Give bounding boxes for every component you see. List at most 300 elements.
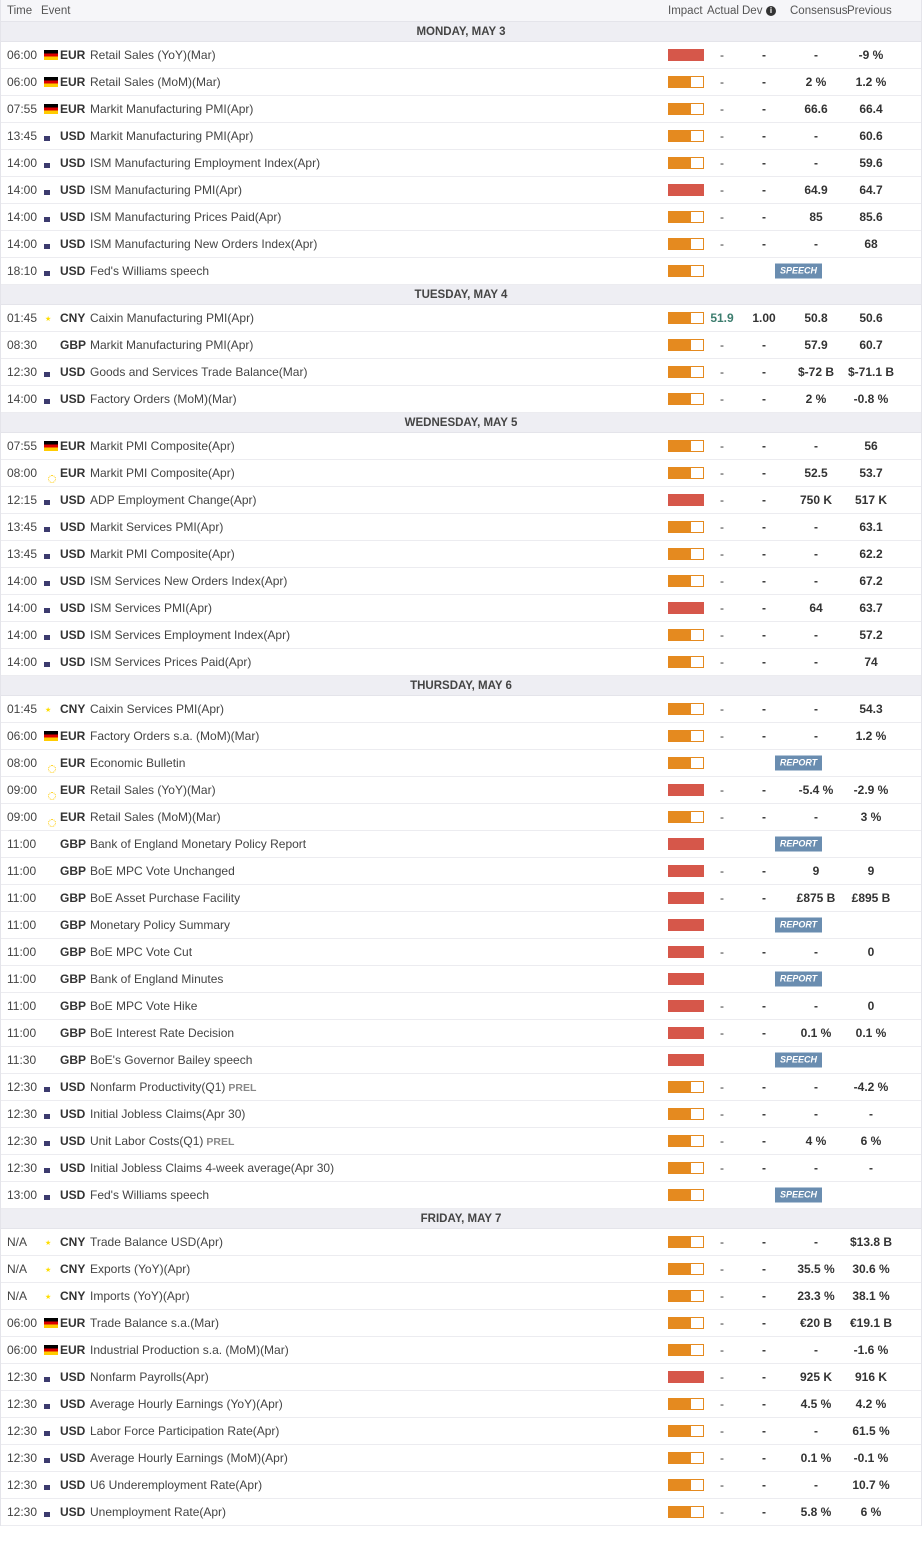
- event-name[interactable]: Caixin Manufacturing PMI(Apr): [90, 311, 255, 325]
- consensus-value: -: [814, 547, 818, 561]
- event-name[interactable]: Trade Balance s.a.(Mar): [90, 1316, 219, 1330]
- speech-badge[interactable]: SPEECH: [775, 264, 822, 279]
- event-row[interactable]: [1, 696, 921, 723]
- event-time: 01:45: [7, 702, 38, 716]
- event-row[interactable]: [1, 42, 921, 69]
- event-name[interactable]: BoE MPC Vote Unchanged: [90, 864, 235, 878]
- currency: USD: [60, 1188, 86, 1202]
- consensus-value: -: [814, 729, 818, 743]
- event-row[interactable]: [1, 1101, 921, 1128]
- previous-value: 916 K: [854, 1370, 888, 1384]
- event-name-container[interactable]: [90, 999, 197, 1013]
- event-row[interactable]: [1, 568, 921, 595]
- event-name-container[interactable]: [90, 129, 253, 143]
- event-row[interactable]: [1, 966, 921, 993]
- previous-value: -: [869, 1161, 873, 1175]
- event-name[interactable]: BoE Asset Purchase Facility: [90, 891, 241, 905]
- event-name-container[interactable]: [90, 156, 320, 170]
- event-name-container[interactable]: [90, 918, 230, 932]
- event-row[interactable]: [1, 939, 921, 966]
- currency: USD: [60, 655, 86, 669]
- event-name[interactable]: ISM Services Prices Paid(Apr): [90, 655, 252, 669]
- event-row[interactable]: [1, 96, 921, 123]
- event-name-container[interactable]: [90, 1316, 219, 1330]
- previous-value: 1.2 %: [855, 729, 887, 743]
- previous-value: 0: [867, 999, 875, 1013]
- event-name[interactable]: ISM Services Employment Index(Apr): [90, 628, 291, 642]
- currency: USD: [60, 1478, 86, 1492]
- previous-value: 85.6: [859, 210, 883, 224]
- impact-medium-indicator: [668, 757, 704, 769]
- event-row[interactable]: [1, 1256, 921, 1283]
- event-time: 13:45: [7, 547, 38, 561]
- event-name[interactable]: Average Hourly Earnings (MoM)(Apr): [90, 1451, 288, 1465]
- consensus-value: -: [814, 1478, 818, 1492]
- event-name[interactable]: Markit PMI Composite(Apr): [90, 439, 235, 453]
- event-row[interactable]: [1, 487, 921, 514]
- event-row[interactable]: [1, 150, 921, 177]
- event-name[interactable]: BoE's Governor Bailey speech: [90, 1053, 253, 1067]
- report-badge[interactable]: REPORT: [775, 837, 822, 852]
- event-name[interactable]: Caixin Services PMI(Apr): [90, 702, 225, 716]
- event-time: 13:45: [7, 520, 38, 534]
- impact-fill: [669, 1399, 691, 1409]
- deviation-value: -: [762, 628, 766, 642]
- impact-fill: [669, 758, 691, 768]
- event-name[interactable]: Retail Sales (YoY)(Mar): [90, 48, 216, 62]
- event-name[interactable]: BoE MPC Vote Cut: [90, 945, 193, 959]
- currency: USD: [60, 628, 86, 642]
- event-time: 09:00: [7, 810, 38, 824]
- germany-flag-icon: [44, 731, 58, 741]
- consensus-value: 4.5 %: [800, 1397, 832, 1411]
- deviation-value: -: [762, 891, 766, 905]
- event-name[interactable]: ISM Manufacturing PMI(Apr): [90, 183, 243, 197]
- event-row[interactable]: [1, 777, 921, 804]
- event-time: 12:30: [7, 1161, 38, 1175]
- impact-fill: [669, 1291, 691, 1301]
- event-row[interactable]: [1, 433, 921, 460]
- actual-value: -: [720, 237, 724, 251]
- currency: EUR: [60, 729, 86, 743]
- event-name-container[interactable]: [90, 102, 253, 116]
- event-name[interactable]: Factory Orders s.a. (MoM)(Mar): [90, 729, 260, 743]
- event-name[interactable]: ISM Services New Orders Index(Apr): [90, 574, 288, 588]
- consensus-value: 35.5 %: [797, 1262, 835, 1276]
- event-name-container[interactable]: [90, 1343, 289, 1357]
- event-row[interactable]: [1, 305, 921, 332]
- deviation-value: -: [762, 547, 766, 561]
- report-badge[interactable]: REPORT: [775, 756, 822, 771]
- event-name-container[interactable]: [90, 864, 235, 878]
- event-row[interactable]: [1, 1283, 921, 1310]
- impact-fill: [669, 1190, 691, 1200]
- previous-value: 64.7: [859, 183, 883, 197]
- event-row[interactable]: [1, 1020, 921, 1047]
- event-name-container[interactable]: [90, 75, 221, 89]
- actual-value: -: [720, 1161, 724, 1175]
- event-time: 14:00: [7, 601, 38, 615]
- event-time: 12:30: [7, 1370, 38, 1384]
- speech-badge[interactable]: SPEECH: [775, 1053, 822, 1068]
- event-name-container[interactable]: [90, 837, 306, 851]
- event-name-container[interactable]: [90, 210, 281, 224]
- event-name[interactable]: Unemployment Rate(Apr): [90, 1505, 227, 1519]
- deviation-value: -: [762, 48, 766, 62]
- event-time: 14:00: [7, 628, 38, 642]
- event-name-container[interactable]: [90, 1505, 226, 1519]
- event-name-container[interactable]: [90, 1053, 252, 1067]
- event-name-container[interactable]: [90, 756, 185, 770]
- actual-value: -: [720, 655, 724, 669]
- event-name[interactable]: Nonfarm Productivity(Q1): [90, 1080, 226, 1094]
- event-row[interactable]: [1, 1337, 921, 1364]
- event-row[interactable]: [1, 1418, 921, 1445]
- col-impact[interactable]: Impact: [668, 4, 703, 17]
- speech-badge[interactable]: SPEECH: [775, 1188, 822, 1203]
- event-row[interactable]: [1, 993, 921, 1020]
- report-badge[interactable]: REPORT: [775, 972, 822, 987]
- event-time: 12:30: [7, 1080, 38, 1094]
- actual-value: -: [720, 48, 724, 62]
- event-name-container[interactable]: [90, 702, 224, 716]
- currency: GBP: [60, 918, 87, 932]
- col-previous[interactable]: Previous: [847, 4, 892, 17]
- event-row[interactable]: [1, 460, 921, 487]
- event-row[interactable]: [1, 1391, 921, 1418]
- event-row[interactable]: [1, 258, 921, 285]
- event-name-container[interactable]: [90, 945, 192, 959]
- impact-fill: [669, 104, 691, 114]
- germany-flag-icon: [44, 441, 58, 451]
- previous-value: 61.5 %: [852, 1424, 890, 1438]
- event-name-container[interactable]: [90, 1289, 190, 1303]
- event-row[interactable]: [1, 1310, 921, 1337]
- consensus-value: -: [814, 439, 818, 453]
- event-row[interactable]: [1, 649, 921, 676]
- event-name-container[interactable]: [90, 183, 242, 197]
- col-event[interactable]: Event: [41, 4, 71, 17]
- event-row[interactable]: [1, 1229, 921, 1256]
- event-row[interactable]: [1, 1155, 921, 1182]
- event-name[interactable]: BoE MPC Vote Hike: [90, 999, 198, 1013]
- event-name-container[interactable]: [90, 810, 221, 824]
- event-name-container[interactable]: [90, 1451, 288, 1465]
- event-name-container[interactable]: [90, 1424, 279, 1438]
- impact-fill: [669, 158, 691, 168]
- event-row[interactable]: [1, 123, 921, 150]
- actual-value: -: [720, 945, 724, 959]
- event-name-container[interactable]: [90, 1262, 190, 1276]
- event-time: 11:00: [7, 999, 37, 1013]
- event-time: 11:00: [7, 918, 37, 932]
- event-row[interactable]: [1, 359, 921, 386]
- actual-value: -: [720, 702, 724, 716]
- event-name[interactable]: Bank of England Monetary Policy Report: [90, 837, 307, 851]
- event-time: 18:10: [7, 264, 38, 278]
- event-name[interactable]: Bank of England Minutes: [90, 972, 224, 986]
- event-name[interactable]: Initial Jobless Claims(Apr 30): [90, 1107, 246, 1121]
- actual-value: -: [720, 520, 724, 534]
- currency: USD: [60, 1107, 86, 1121]
- impact-fill: [669, 212, 691, 222]
- event-name-container[interactable]: [90, 783, 216, 797]
- event-name-container[interactable]: [90, 439, 235, 453]
- event-name[interactable]: Average Hourly Earnings (YoY)(Apr): [90, 1397, 283, 1411]
- impact-fill: [669, 1237, 691, 1247]
- consensus-value: 52.5: [804, 466, 828, 480]
- event-name-container[interactable]: [90, 1478, 262, 1492]
- event-name[interactable]: BoE Interest Rate Decision: [90, 1026, 235, 1040]
- event-row[interactable]: [1, 1182, 921, 1209]
- currency: EUR: [60, 48, 86, 62]
- event-name[interactable]: Retail Sales (MoM)(Mar): [90, 810, 221, 824]
- event-name-container[interactable]: [90, 365, 307, 379]
- event-row[interactable]: [1, 622, 921, 649]
- event-row[interactable]: [1, 1128, 921, 1155]
- report-badge[interactable]: REPORT: [775, 918, 822, 933]
- currency: USD: [60, 1397, 86, 1411]
- previous-value: £895 B: [851, 891, 891, 905]
- event-name[interactable]: ISM Manufacturing Employment Index(Apr): [90, 156, 321, 170]
- currency: GBP: [60, 891, 87, 905]
- previous-value: 517 K: [854, 493, 888, 507]
- actual-value: -: [720, 891, 724, 905]
- event-name-container[interactable]: [90, 520, 223, 534]
- event-name-container[interactable]: [90, 729, 259, 743]
- event-time: 12:30: [7, 1505, 38, 1519]
- event-row[interactable]: [1, 69, 921, 96]
- consensus-value: 0.1 %: [800, 1026, 832, 1040]
- event-name[interactable]: Retail Sales (MoM)(Mar): [90, 75, 221, 89]
- event-name-container[interactable]: [90, 547, 235, 561]
- event-name[interactable]: Markit Manufacturing PMI(Apr): [90, 102, 254, 116]
- event-name-container[interactable]: [90, 1134, 234, 1148]
- event-name[interactable]: U6 Underemployment Rate(Apr): [90, 1478, 263, 1492]
- event-row[interactable]: [1, 1499, 921, 1526]
- currency: USD: [60, 1505, 86, 1519]
- impact-fill: [669, 1480, 691, 1490]
- event-row[interactable]: [1, 1445, 921, 1472]
- currency: USD: [60, 520, 86, 534]
- event-name-container[interactable]: [90, 1107, 245, 1121]
- event-name[interactable]: Retail Sales (YoY)(Mar): [90, 783, 216, 797]
- impact-fill: [669, 920, 703, 930]
- actual-value: -: [720, 129, 724, 143]
- event-name-container[interactable]: [90, 1370, 209, 1384]
- event-name-container[interactable]: [90, 574, 287, 588]
- event-name[interactable]: Imports (YoY)(Apr): [90, 1289, 190, 1303]
- currency: EUR: [60, 810, 86, 824]
- impact-fill: [669, 367, 691, 377]
- event-name[interactable]: Trade Balance USD(Apr): [90, 1235, 223, 1249]
- actual-value: -: [720, 1370, 724, 1384]
- col-time[interactable]: Time: [7, 4, 33, 17]
- deviation-value: -: [762, 210, 766, 224]
- event-time: 12:30: [7, 1478, 38, 1492]
- event-row[interactable]: [1, 723, 921, 750]
- event-name-container[interactable]: [90, 628, 290, 642]
- event-row[interactable]: [1, 885, 921, 912]
- consensus-value: 23.3 %: [797, 1289, 835, 1303]
- event-name-container[interactable]: [90, 1397, 283, 1411]
- event-row[interactable]: [1, 514, 921, 541]
- event-time: N/A: [7, 1235, 28, 1249]
- event-row[interactable]: [1, 1364, 921, 1391]
- actual-value: -: [720, 1505, 724, 1519]
- event-name[interactable]: Markit PMI Composite(Apr): [90, 466, 235, 480]
- event-row[interactable]: [1, 541, 921, 568]
- event-name[interactable]: Fed's Williams speech: [90, 1188, 209, 1202]
- event-row[interactable]: [1, 386, 921, 413]
- event-name[interactable]: Markit PMI Composite(Apr): [90, 547, 235, 561]
- event-name[interactable]: Labor Force Participation Rate(Apr): [90, 1424, 280, 1438]
- event-name-container[interactable]: [90, 1026, 234, 1040]
- impact-fill: [669, 1426, 691, 1436]
- deviation-value: -: [762, 574, 766, 588]
- germany-flag-icon: [44, 1345, 58, 1355]
- event-name-container[interactable]: [90, 392, 237, 406]
- actual-value: -: [720, 75, 724, 89]
- impact-fill: [669, 974, 703, 984]
- event-name-container[interactable]: [90, 237, 317, 251]
- event-name[interactable]: ISM Services PMI(Apr): [90, 601, 213, 615]
- event-name[interactable]: Exports (YoY)(Apr): [90, 1262, 191, 1276]
- event-name-container[interactable]: [90, 1080, 256, 1094]
- deviation-value: -: [762, 237, 766, 251]
- actual-value: -: [720, 810, 724, 824]
- event-name-container[interactable]: [90, 493, 257, 507]
- actual-value: -: [720, 1451, 724, 1465]
- impact-fill: [669, 549, 691, 559]
- day-header: TUESDAY, MAY 4: [1, 285, 921, 305]
- col-consensus[interactable]: Consensus: [790, 4, 848, 17]
- deviation-value: -: [762, 1316, 766, 1330]
- currency: EUR: [60, 1343, 86, 1357]
- event-name[interactable]: Monetary Policy Summary: [90, 918, 231, 932]
- event-name-container[interactable]: [90, 338, 253, 352]
- event-row[interactable]: [1, 804, 921, 831]
- impact-fill: [669, 1163, 691, 1173]
- event-row[interactable]: [1, 858, 921, 885]
- impact-fill: [669, 77, 691, 87]
- event-row[interactable]: [1, 595, 921, 622]
- consensus-value: -: [814, 574, 818, 588]
- event-time: 12:30: [7, 1397, 38, 1411]
- actual-value: -: [720, 1235, 724, 1249]
- event-name[interactable]: Markit Manufacturing PMI(Apr): [90, 338, 254, 352]
- impact-fill: [669, 1082, 691, 1092]
- event-row[interactable]: [1, 332, 921, 359]
- event-time: 13:45: [7, 129, 38, 143]
- currency: EUR: [60, 756, 86, 770]
- event-time: 07:55: [7, 102, 38, 116]
- currency: USD: [60, 264, 86, 278]
- currency: GBP: [60, 945, 87, 959]
- event-time: 06:00: [7, 48, 38, 62]
- event-name-container[interactable]: [90, 466, 235, 480]
- event-name-container[interactable]: [90, 1161, 334, 1175]
- event-name-container[interactable]: [90, 1188, 209, 1202]
- event-row[interactable]: [1, 1074, 921, 1101]
- event-row[interactable]: [1, 750, 921, 777]
- event-name-container[interactable]: [90, 1235, 223, 1249]
- col-dev[interactable]: Dev: [742, 4, 763, 17]
- event-name-container[interactable]: [90, 891, 240, 905]
- currency: USD: [60, 1080, 86, 1094]
- currency: USD: [60, 1424, 86, 1438]
- previous-value: 9: [867, 864, 875, 878]
- previous-value: 3 %: [860, 810, 882, 824]
- event-row[interactable]: [1, 831, 921, 858]
- impact-fill: [669, 522, 691, 532]
- event-name[interactable]: Nonfarm Payrolls(Apr): [90, 1370, 209, 1384]
- event-row[interactable]: [1, 912, 921, 939]
- event-name[interactable]: Fed's Williams speech: [90, 264, 209, 278]
- event-name[interactable]: ISM Manufacturing Prices Paid(Apr): [90, 210, 282, 224]
- consensus-value: -: [814, 628, 818, 642]
- event-time: 11:00: [7, 1026, 37, 1040]
- previous-value: -: [869, 1107, 873, 1121]
- event-name[interactable]: ADP Employment Change(Apr): [90, 493, 257, 507]
- actual-value: -: [720, 338, 724, 352]
- currency: USD: [60, 392, 86, 406]
- event-time: 06:00: [7, 729, 38, 743]
- event-row[interactable]: [1, 204, 921, 231]
- event-row[interactable]: [1, 177, 921, 204]
- consensus-value: 57.9: [804, 338, 828, 352]
- actual-value: -: [720, 601, 724, 615]
- preliminary-tag: PREL: [206, 1136, 235, 1148]
- event-name[interactable]: Industrial Production s.a. (MoM)(Mar): [90, 1343, 289, 1357]
- deviation-value: -: [762, 439, 766, 453]
- event-row[interactable]: [1, 1472, 921, 1499]
- event-time: 08:00: [7, 756, 38, 770]
- currency: CNY: [60, 1289, 86, 1303]
- consensus-value: -: [814, 1161, 818, 1175]
- actual-value: -: [720, 1424, 724, 1438]
- event-name-container[interactable]: [90, 48, 216, 62]
- event-row[interactable]: [1, 1047, 921, 1074]
- event-name-container[interactable]: [90, 972, 223, 986]
- event-name[interactable]: Initial Jobless Claims 4-week average(Apr 30): [90, 1161, 335, 1175]
- event-name[interactable]: Unit Labor Costs(Q1): [90, 1134, 204, 1148]
- info-icon[interactable]: i: [766, 6, 776, 16]
- consensus-value: -: [814, 655, 818, 669]
- consensus-value: 50.8: [804, 311, 828, 325]
- actual-value: -: [720, 999, 724, 1013]
- col-actual[interactable]: Actual: [707, 4, 739, 17]
- event-name[interactable]: Markit Services PMI(Apr): [90, 520, 224, 534]
- event-name-container[interactable]: [90, 601, 212, 615]
- event-row[interactable]: [1, 231, 921, 258]
- event-name-container[interactable]: [90, 311, 254, 325]
- event-time: 07:55: [7, 439, 38, 453]
- impact-fill: [669, 340, 691, 350]
- consensus-value: -: [814, 156, 818, 170]
- event-name-container[interactable]: [90, 264, 209, 278]
- previous-value: 38.1 %: [852, 1289, 890, 1303]
- event-name[interactable]: Goods and Services Trade Balance(Mar): [90, 365, 308, 379]
- event-name-container[interactable]: [90, 655, 251, 669]
- event-name[interactable]: Factory Orders (MoM)(Mar): [90, 392, 237, 406]
- event-name[interactable]: Economic Bulletin: [90, 756, 186, 770]
- event-name[interactable]: Markit Manufacturing PMI(Apr): [90, 129, 254, 143]
- event-name[interactable]: ISM Manufacturing New Orders Index(Apr): [90, 237, 318, 251]
- actual-value: -: [720, 156, 724, 170]
- impact-fill: [669, 704, 691, 714]
- actual-value: -: [720, 628, 724, 642]
